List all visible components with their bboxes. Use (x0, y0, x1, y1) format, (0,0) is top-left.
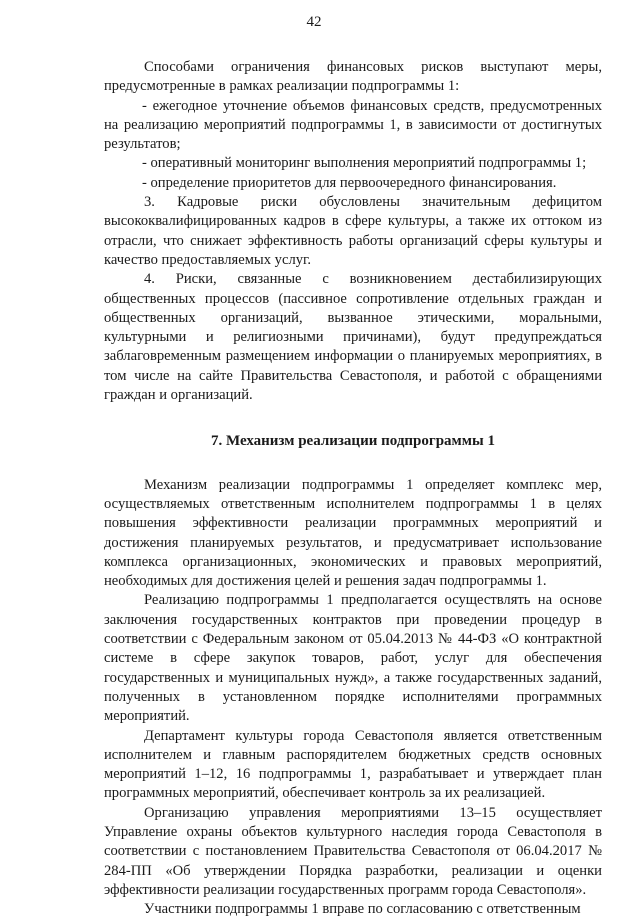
paragraph-participants: Участники подпрограммы 1 вправе по согласованию с ответственным (144, 901, 581, 918)
page-number: 42 (306, 14, 322, 30)
paragraph-mechanism: Механизм реализации подпрограммы 1 определяет комплекс мер, осуществляемых ответственным исполнителем подпрограммы 1 в целях повышения эффективности реализации программных мероприятий и достижения планируемых результатов, и предусматривает использование комплекса организационных, экономических и правовых мероприятий, необходимых для достижения целей и решения задач подпрограммы 1. (104, 476, 602, 590)
document-body (104, 58, 602, 919)
paragraph-culture-department: Департамент культуры города Севастополя является ответственным исполнителем и главным распорядителем бюджетных средств основных мероприятий 1–12, 16 подпрограммы 1, разрабатывает и утверждает план программных мероприятий, обеспечивает контроль за их реализацией. (104, 727, 602, 802)
paragraph-social-risks: 4. Риски, связанные с возникновением дестабилизирующих общественных процессов (пассивное сопротивление отдельных граждан и общественных организаций, вызванное этическими, моральными, культурными и религиозными причинами), будут предупреждаться заблаговременным размещением информации о планируемых мероприятиях, в том числе на сайте Правительства Севастополя, и работой с обращениями граждан и организаций. (104, 271, 602, 404)
paragraph-state-contracts: Реализацию подпрограммы 1 предполагается осуществлять на основе заключения государственных контрактов при проведении процедур в соответствии с Федеральным законом от 05.04.2013 № 44-ФЗ «О контрактной системе в сфере закупок товаров, работ, услуг для обеспечения государственных и муниципальных нужд», а также государственных заданий, полученных в установленном порядке исполнителями программных мероприятий. (104, 592, 602, 725)
paragraph-personnel-risks: 3. Кадровые риски обусловлены значительным дефицитом высококвалифицированных кадров в сфере культуры, а также их оттоком из отрасли, что снижает эффективность работы организаций сферы культуры и качество предоставляемых услуг. (104, 194, 602, 268)
bullet-operational-monitoring: - оперативный мониторинг выполнения мероприятий подпрограммы 1; (142, 155, 587, 172)
section-heading: 7. Механизм реализации подпрограммы 1 (211, 433, 495, 450)
paragraph-financial-risk-measures: Способами ограничения финансовых рисков выступают меры, предусмотренные в рамках реализации подпрограммы 1: (104, 59, 602, 95)
paragraph-heritage-management: Организацию управления мероприятиями 13–15 осуществляет Управление охраны объектов культурного наследия города Севастополя в соответствии с постановлением Правительства Севастополя от 06.04.2017 № 284-ПП «Об утверждении Порядка разработки, реализации и оценки эффективности реализации государственных программ города Севастополя». (104, 804, 602, 898)
bullet-funding-priorities: - определение приоритетов для первоочередного финансирования. (142, 174, 557, 191)
bullet-annual-funding-review: - ежегодное уточнение объемов финансовых средств, предусмотренных на реализацию мероприятий подпрограммы 1, в зависимости от достигнутых результатов; (104, 97, 602, 153)
